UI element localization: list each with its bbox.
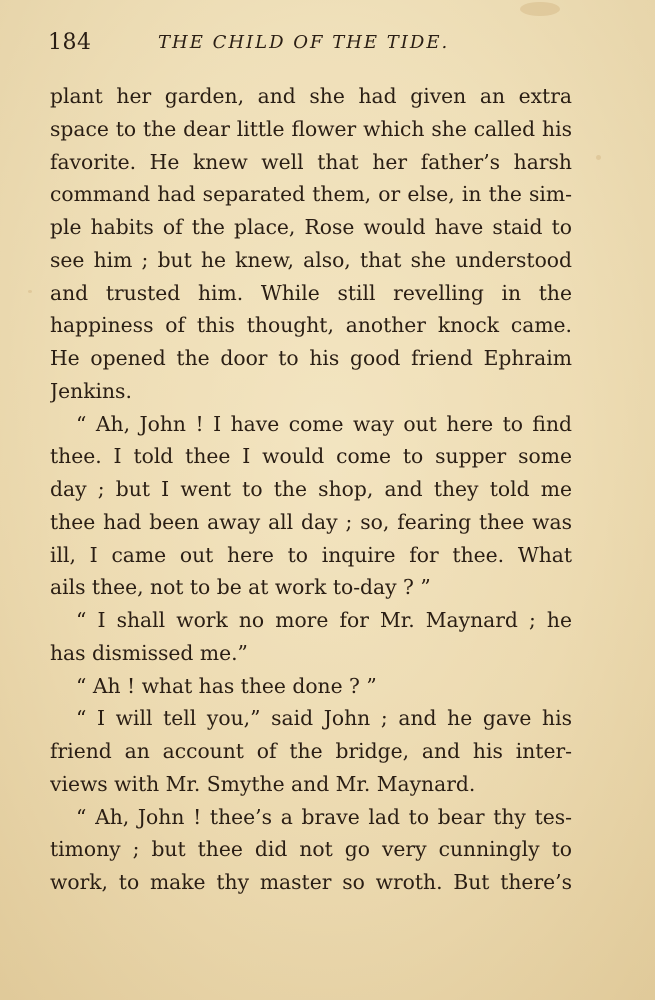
text-line: has dismissed me.” <box>50 640 248 665</box>
text-line: ple habits of the place, Rose would have staid to <box>50 215 572 239</box>
text-line: command had separated them, or else, in the sim- <box>50 182 572 207</box>
text-line: plant her garden, and she had given an extra <box>50 84 572 108</box>
page-header <box>48 30 578 58</box>
text-line: work, to make thy master so wroth. But there’s <box>50 870 572 894</box>
page-number: 184 <box>48 30 92 55</box>
text-line: favorite. He knew well that her father’s harsh <box>50 149 572 174</box>
running-head: THE CHILD OF THE TIDE. <box>158 32 450 53</box>
text-line: Jenkins. <box>50 378 132 403</box>
paper-speck <box>596 155 601 160</box>
text-line: friend an account of the bridge, and his inter- <box>50 739 572 763</box>
text-line: “ Ah ! what has thee done ? ” <box>76 673 377 698</box>
text-line: see him ; but he knew, also, that she understood <box>50 247 572 272</box>
text-line: happiness of this thought, another knock came. <box>50 313 572 338</box>
text-line: space to the dear little flower which she called his <box>50 116 572 141</box>
text-line: timony ; but thee did not go very cunningly to <box>50 837 572 862</box>
paper-stain <box>520 2 560 16</box>
text-line: ails thee, not to be at work to-day ? ” <box>50 575 431 600</box>
text-line: thee had been away all day ; so, fearing thee was <box>50 509 572 534</box>
text-line: He opened the door to his good friend Ephraim <box>50 346 572 370</box>
text-line: and trusted him. While still revelling in the <box>50 280 572 305</box>
paper-speck <box>28 290 32 293</box>
text-line: “ Ah, John ! I have come way out here to find <box>76 411 572 436</box>
text-line: “ Ah, John ! thee’s a brave lad to bear thy tes- <box>76 804 572 829</box>
text-line: “ I will tell you,” said John ; and he gave his <box>76 706 572 731</box>
body-text <box>50 80 572 899</box>
text-line: views with Mr. Smythe and Mr. Maynard. <box>50 771 476 796</box>
text-line: day ; but I went to the shop, and they told me <box>50 477 572 501</box>
text-line: “ I shall work no more for Mr. Maynard ; he <box>76 608 572 632</box>
text-line: thee. I told thee I would come to supper some <box>50 444 572 469</box>
text-line: ill, I came out here to inquire for thee. What <box>50 542 572 567</box>
